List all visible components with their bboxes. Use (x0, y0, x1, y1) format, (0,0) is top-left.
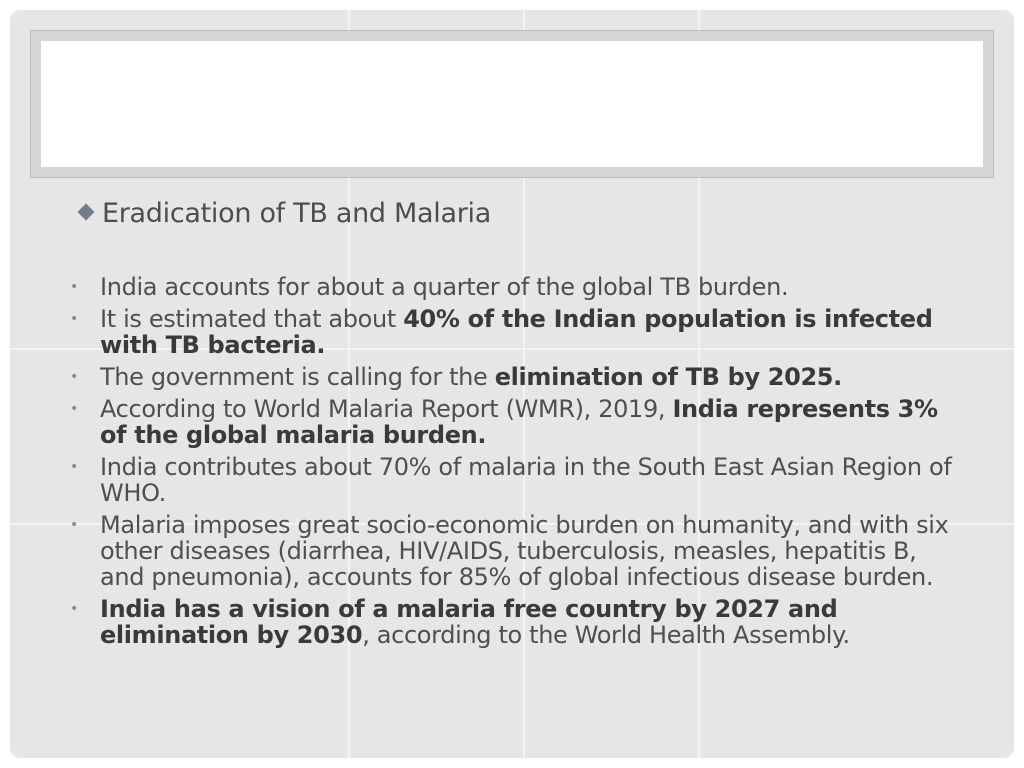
bullet-item (66, 274, 966, 300)
bullet-dot-icon: • (70, 369, 78, 385)
title-box (41, 41, 983, 167)
bullet-bold-text: India represents 3% of the global malaria burden. (100, 395, 938, 449)
diamond-bullet-icon (78, 204, 95, 221)
bullet-dot-icon: • (70, 459, 78, 475)
bullet-bold-text: 40% of the Indian population is infected with TB bacteria. (100, 305, 933, 359)
bullet-dot-icon: • (70, 279, 78, 295)
title-placeholder (30, 30, 994, 178)
bullet-dot-icon: • (70, 311, 78, 327)
bullet-item (66, 306, 966, 358)
slide-subheading (80, 198, 491, 229)
bullet-text: The government is calling for the (100, 363, 495, 391)
bullet-item (66, 396, 966, 448)
bullet-text: , according to the World Health Assembly. (362, 621, 850, 649)
bullet-text: According to World Malaria Report (WMR), 2019, (100, 395, 673, 423)
bullet-text: It is estimated that about (100, 305, 404, 333)
bullet-text: India contributes about 70% of malaria in the South East Asian Region of WHO. (100, 453, 952, 507)
bullet-bold-text: elimination of TB by 2025. (494, 363, 842, 391)
subheading-text: Eradication of TB and Malaria (102, 198, 491, 229)
slide (10, 10, 1014, 758)
bullet-dot-icon: • (70, 601, 78, 617)
bullet-item (66, 512, 966, 590)
bullet-item (66, 454, 966, 506)
bullet-text: India accounts for about a quarter of the global TB burden. (100, 273, 789, 301)
bullet-dot-icon: • (70, 517, 78, 533)
bullet-dot-icon: • (70, 401, 78, 417)
bullet-list (66, 274, 966, 654)
bullet-item (66, 364, 966, 390)
bullet-item (66, 596, 966, 648)
bullet-bold-text: India has a vision of a malaria free country by 2027 and elimination by 2030 (100, 595, 838, 649)
bullet-text: Malaria imposes great socio-economic burden on humanity, and with six other diseases (diarrhea, HIV/AIDS, tuberculosis, measles, hepatitis B, and pneumonia), accounts for 85% of global infectious disease burden. (100, 511, 949, 591)
